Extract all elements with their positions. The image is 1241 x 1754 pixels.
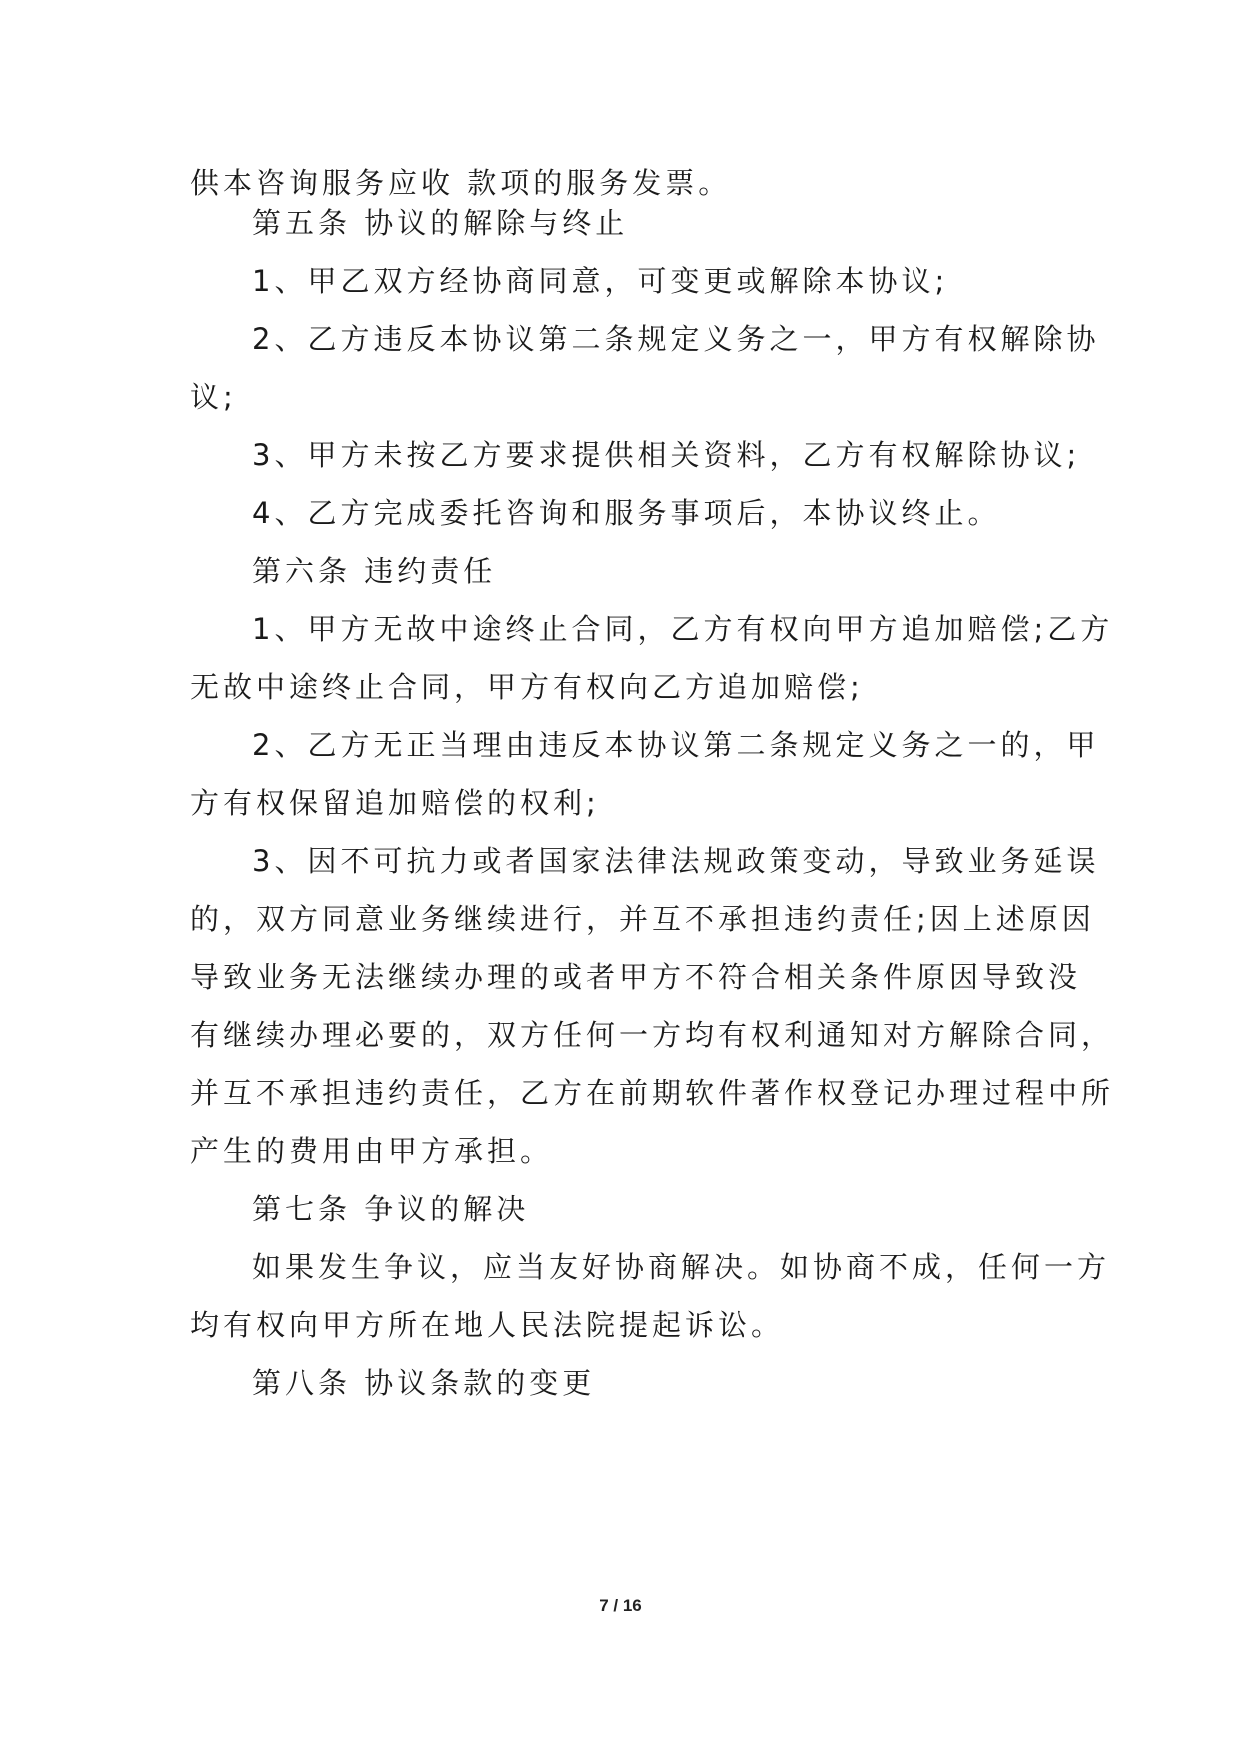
paragraph-line: 2、乙方无正当理由违反本协议第二条规定义务之一的，甲 bbox=[252, 728, 1100, 762]
paragraph-line: 如果发生争议，应当友好协商解决。如协商不成，任何一方 bbox=[252, 1250, 1111, 1284]
paragraph-line: 并互不承担违约责任，乙方在前期软件著作权登记办理过程中所 bbox=[190, 1076, 1115, 1110]
paragraph-line: 供本咨询服务应收 款项的服务发票。 bbox=[190, 166, 732, 200]
section-heading: 第五条 协议的解除与终止 bbox=[252, 206, 629, 240]
paragraph-line: 导致业务无法继续办理的或者甲方不符合相关条件原因导致没 bbox=[190, 960, 1082, 994]
paragraph-line: 3、甲方未按乙方要求提供相关资料，乙方有权解除协议; bbox=[252, 438, 1081, 472]
page-number: 7 / 16 bbox=[599, 1596, 642, 1615]
section-heading: 第六条 违约责任 bbox=[252, 554, 497, 588]
paragraph-line: 的，双方同意业务继续进行，并互不承担违约责任;因上述原因 bbox=[190, 902, 1095, 936]
section-heading: 第七条 争议的解决 bbox=[252, 1192, 530, 1226]
paragraph-line: 有继续办理必要的，双方任何一方均有权利通知对方解除合同， bbox=[190, 1018, 1115, 1052]
paragraph-line: 议; bbox=[190, 380, 237, 414]
paragraph-line: 4、乙方完成委托咨询和服务事项后，本协议终止。 bbox=[252, 496, 1001, 530]
paragraph-line: 方有权保留追加赔偿的权利; bbox=[190, 786, 600, 820]
paragraph-line: 1、甲方无故中途终止合同，乙方有权向甲方追加赔偿;乙方 bbox=[252, 612, 1114, 646]
paragraph-line: 2、乙方违反本协议第二条规定义务之一，甲方有权解除协 bbox=[252, 322, 1100, 356]
paragraph-line: 3、因不可抗力或者国家法律法规政策变动，导致业务延误 bbox=[252, 844, 1100, 878]
paragraph-line: 产生的费用由甲方承担。 bbox=[190, 1134, 554, 1168]
paragraph-line: 均有权向甲方所在地人民法院提起诉讼。 bbox=[190, 1308, 785, 1342]
section-heading: 第八条 协议条款的变更 bbox=[252, 1366, 596, 1400]
paragraph-line: 1、甲乙双方经协商同意，可变更或解除本协议; bbox=[252, 264, 949, 298]
paragraph-line: 无故中途终止合同，甲方有权向乙方追加赔偿; bbox=[190, 670, 864, 704]
